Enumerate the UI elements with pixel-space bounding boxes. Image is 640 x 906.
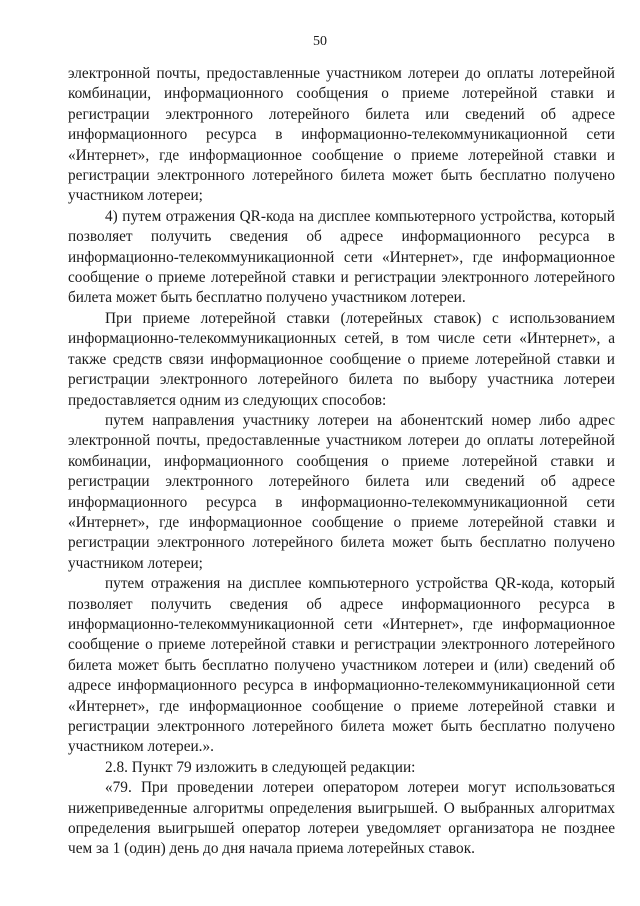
paragraph: 4) путем отражения QR-кода на дисплее компьютерного устройства, который позволяет получить сведения об адресе информационного ресурса в информационно-телекоммуникационной сети «Интернет», где информационное сообщение о приеме лотерейной ставки и регистрации электронного лотерейного билета может быть бесплатно получено участником лотереи.	[68, 207, 615, 307]
paragraph: путем направления участнику лотереи на абонентский номер либо адрес электронной почты, предоставленные участником лотереи до оплаты лотерейной комбинации, информационного сообщения о приеме лотерейной ставки и регистрации электронного лотерейного билета или сведений об адресе информационного ресурса в информационно-телекоммуникационной сети «Интернет», где информационное сообщение о приеме лотерейной ставки и регистрации электронного лотерейного билета может быть бесплатно получено участником лотереи;	[68, 411, 615, 572]
paragraph: 2.8. Пункт 79 изложить в следующей редакции:	[105, 758, 416, 776]
document-body	[68, 64, 615, 860]
page-number: 50	[313, 34, 327, 49]
paragraph: электронной почты, предоставленные участником лотереи до оплаты лотерейной комбинации, информационного сообщения о приеме лотерейной ставки и регистрации электронного лотерейного билета или сведений об адресе информационного ресурса в информационно-телекоммуникационной сети «Интернет», где информационное сообщение о приеме лотерейной ставки и регистрации электронного лотерейного билета может быть бесплатно получено участником лотереи;	[68, 65, 615, 205]
paragraph: путем отражения на дисплее компьютерного устройства QR-кода, который позволяет получить сведения об адресе информационного ресурса в информационно-телекоммуникационной сети «Интернет», где информационное сообщение о приеме лотерейной ставки и регистрации электронного лотерейного билета может быть бесплатно получено участником лотереи и (или) сведений об адресе информационного ресурса в информационно-телекоммуникационной сети «Интернет», где информационное сообщение о приеме лотерейной ставки и регистрации электронного лотерейного билета может быть бесплатно получено участником лотереи.».	[68, 575, 615, 756]
paragraph: «79. При проведении лотереи оператором лотереи могут использоваться нижеприведенные алгоритмы определения выигрышей. О выбранных алгоритмах определения выигрышей оператор лотереи уведомляет организатора не позднее чем за 1 (один) день до дня начала приема лотерейных ставок.	[68, 779, 615, 858]
paragraph: При приеме лотерейной ставки (лотерейных ставок) с использованием информационно-телекоммуникационных сетей, в том числе сети «Интернет», а также средств связи информационное сообщение о приеме лотерейной ставки и регистрации электронного лотерейного билета по выбору участника лотереи предоставляется одним из следующих способов:	[68, 309, 615, 409]
